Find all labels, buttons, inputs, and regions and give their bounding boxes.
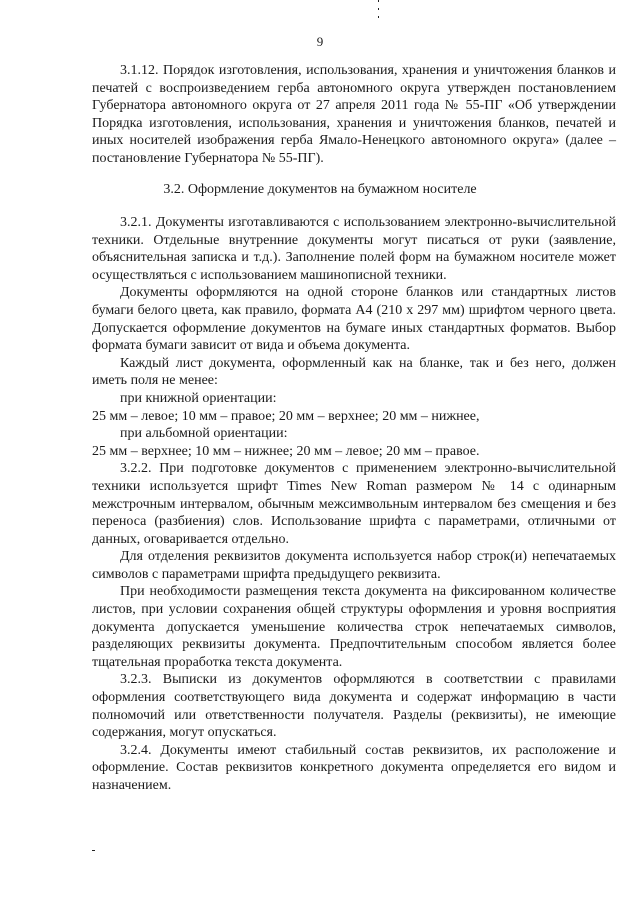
- paragraph-fixed-sheets: При необходимости размещения текста документа на фиксированном количестве листов, при условии сохранения общей структуры оформления и уровня восприятия документа допускается уменьшение количества строк непечатаемых символов, разделяющих реквизиты документа. Предпочтительным способом является более тщательная проработка текста документа.: [92, 584, 616, 670]
- paragraph-3-1-12-block: [92, 62, 616, 168]
- paragraph-3-1-12: 3.1.12. Порядок изготовления, использования, хранения и уничтожения бланков и печатей с воспроизведением герба автономного округа утвержден постановлением Губернатора автономного округа от 27 апреля 2011 года № 55-ПГ «Об утверждении Порядка изготовления, использования, хранения и уничтожения бланков, печатей и иных носителей изображения герба Ямало-Ненецкого автономного округа» (далее – постановление Губернатора № 55-ПГ).: [92, 63, 616, 166]
- paragraph-3-2-2: 3.2.2. При подготовке документов с применением электронно-вычислительной техники используется шрифт Times New Roman размером № 14 с одинарным межстрочным интервалом, обычным межсимвольным интервалом без смещения и без переноса (разбиения) слов. Использование шрифта с параметрами, отличными от данных, оговаривается отдельно.: [92, 461, 616, 547]
- page-number: 9: [316, 34, 324, 49]
- scan-speck: [378, 8, 379, 10]
- section-heading: 3.2. Оформление документов на бумажном носителе: [163, 182, 477, 197]
- paragraph-sheets: Документы оформляются на одной стороне бланков или стандартных листов бумаги белого цвета, как правило, формата А4 (210 х 297 мм) шрифтом черного цвета. Допускается оформление документов на бумаге иных стандартных форматов. Выбор формата бумаги зависит от вида и объема документа.: [92, 285, 616, 354]
- scan-speck: [92, 850, 95, 851]
- section-3-2-body: [92, 214, 616, 795]
- scan-speck: [378, 0, 379, 2]
- paragraph-3-2-1: 3.2.1. Документы изготавливаются с использованием электронно-вычислительной техники. Отдельные внутренние документы могут писаться от руки (заявление, объяснительная записка и т.д.). Заполнение полей форм на бумажном носителе может осуществляться с использованием машинописной техники.: [92, 215, 616, 283]
- paragraph-margins-intro: Каждый лист документа, оформленный как на бланке, так и без него, должен иметь поля не менее:: [92, 355, 616, 389]
- paragraph-separation: Для отделения реквизитов документа используется набор строк(и) непечатаемых символов с параметрами шрифта предыдущего реквизита.: [92, 549, 616, 582]
- paragraph-3-2-4: 3.2.4. Документы имеют стабильный состав реквизитов, их расположение и оформление. Состав реквизитов конкретного документа определяется его видом и назначением.: [92, 742, 616, 793]
- portrait-label: при книжной ориентации:: [120, 390, 277, 406]
- scan-speck: [378, 16, 379, 18]
- portrait-values: 25 мм – левое; 10 мм – правое; 20 мм – верхнее; 20 мм – нижнее,: [92, 408, 480, 424]
- landscape-values: 25 мм – верхнее; 10 мм – нижнее; 20 мм – левое; 20 мм – правое.: [92, 443, 480, 459]
- landscape-label: при альбомной ориентации:: [120, 426, 288, 442]
- paragraph-3-2-3: 3.2.3. Выписки из документов оформляются в соответствии с правилами оформления соответствующего вида документа и содержат информацию в части полномочий или ответственности получателя. Разделы (реквизиты), не имеющие содержания, могут опускаться.: [92, 672, 616, 741]
